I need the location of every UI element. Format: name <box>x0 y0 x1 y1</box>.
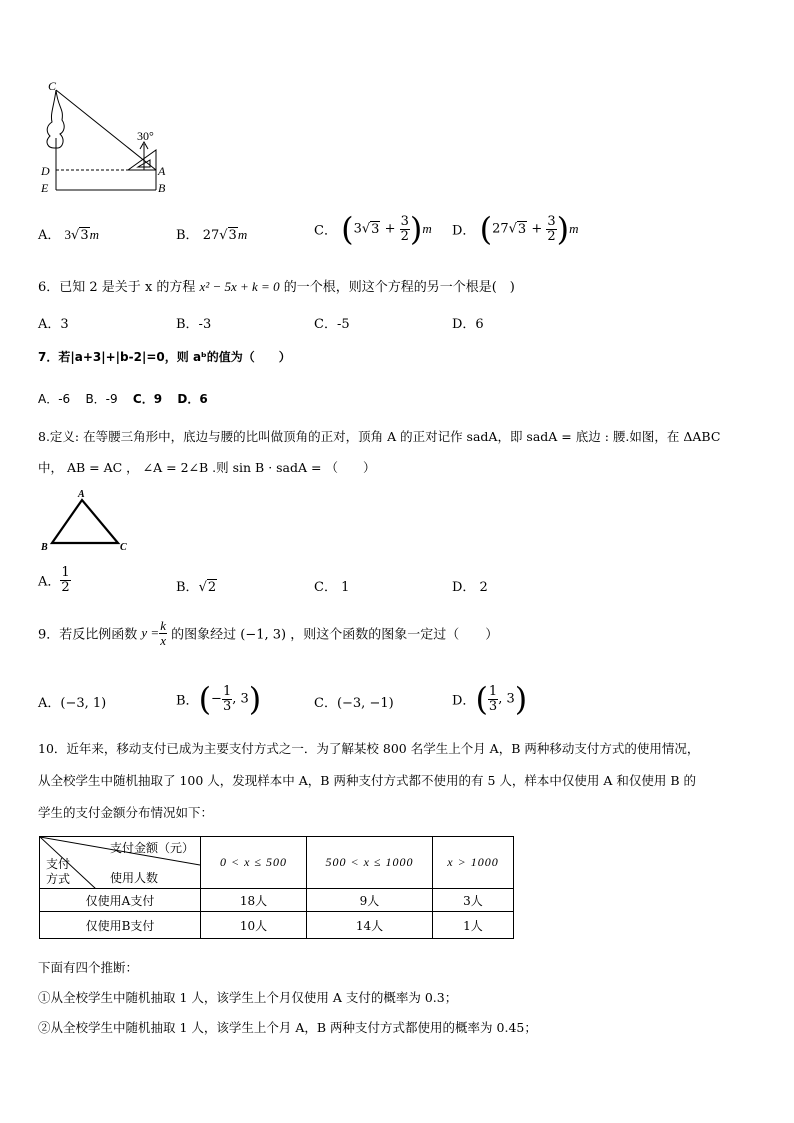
q9-option-a[interactable]: A．(−3, 1) <box>38 696 107 711</box>
sqrt-symbol: √ <box>219 228 228 243</box>
q10-stem-line1: 10．近年来，移动支付已成为主要支付方式之一．为了解某校 800 名学生上个月 A，B 两种移动支付方式的使用情况， <box>38 741 700 756</box>
q5-option-b[interactable] <box>176 224 247 243</box>
q8-option-a[interactable]: A． $\frac{1}{2}$ <box>38 565 70 595</box>
frac-num: 1 <box>61 565 70 580</box>
table-row <box>40 912 514 939</box>
cell: 14人 <box>307 912 433 939</box>
corner-cell: 支付金额（元） 使用人数 支付 方式 <box>40 837 201 889</box>
q7-option-d[interactable]: D．6 <box>177 392 208 406</box>
cell: 10人 <box>201 912 307 939</box>
q8-option-d[interactable]: D． 2 <box>452 580 488 595</box>
q6-option-b[interactable]: B．-3 <box>176 317 212 332</box>
label-c: C <box>120 542 127 553</box>
table-row <box>40 889 514 912</box>
q7-options <box>38 390 208 407</box>
option-letter: D． <box>452 223 476 239</box>
q7-option-a[interactable]: A．-6 <box>38 392 71 406</box>
q5-option-c[interactable]: C． (3√3 + $\frac{3}{2}$ )m <box>314 210 432 248</box>
q10-stem-line2: 从全校学生中随机抽取了 100 人，发现样本中 A，B 两种支付方式都不使用的有 5 人，样本中仅使用 A 和仅使用 B 的 <box>38 773 696 788</box>
q9-stem: 9．若反比例函数 y = $\frac{k}{x}$ 的图象经过 (−1, 3) ，则这个函数的图象一定过（ ） <box>38 618 499 648</box>
radicand: 3 <box>228 228 237 243</box>
cell: 9人 <box>307 889 433 912</box>
header-range-1: 0 < x ≤ 500 <box>201 837 307 889</box>
coef: 27 <box>492 221 509 237</box>
label-a: A <box>158 164 166 178</box>
inference-1: ①从全校学生中随机抽取 1 人，该学生上个月仅使用 A 支付的概率为 0.3； <box>38 990 458 1005</box>
unit: m <box>237 227 248 242</box>
q9-option-d[interactable]: D．( $\frac{1}{3}$ , 3) <box>452 680 528 718</box>
q5-option-a[interactable] <box>38 224 99 243</box>
q6-stem: 6．已知 2 是关于 x 的方程 x² − 5x + k = 0 的一个根，则这个方程的另一个根是( ) <box>38 279 515 295</box>
q8-option-c[interactable]: C． 1 <box>314 580 350 595</box>
q7-stem: 7．若|a+3|+|b-2|=0，则 aᵇ的值为（ ） <box>38 350 291 364</box>
option-letter: A． <box>38 228 61 243</box>
radicand: 3 <box>517 221 527 237</box>
q6-option-a[interactable]: A．3 <box>38 317 69 332</box>
q6-option-d[interactable]: D．6 <box>452 317 484 332</box>
unit: m <box>569 221 579 236</box>
q7-option-c[interactable]: C．9 <box>132 392 163 406</box>
q9-option-b[interactable]: B．(− $\frac{1}{3}$ , 3) <box>176 680 262 718</box>
unit: m <box>422 221 432 236</box>
q8-stem-line1: 8.定义: 在等腰三角形中，底边与腰的比叫做顶角的正对，顶角 A 的正对记作 sadA，即 sadA = 底边 : 腰.如图，在 ΔABC <box>38 429 721 444</box>
radicand: 2 <box>207 580 217 595</box>
label-e: E <box>41 181 49 195</box>
angle-label: 30° <box>137 129 154 143</box>
tree-figure <box>36 78 176 196</box>
row-label: 仅使用B支付 <box>40 912 201 939</box>
row-label: 仅使用A支付 <box>40 889 201 912</box>
coef: 3 <box>353 221 362 237</box>
radicand: 3 <box>80 228 89 243</box>
radicand: 3 <box>371 221 380 237</box>
sqrt-symbol: √ <box>71 228 80 243</box>
cell: 18人 <box>201 889 307 912</box>
label-b: B <box>158 181 166 195</box>
option-letter: B． <box>176 228 199 243</box>
cell: 3人 <box>433 889 514 912</box>
label-b: B <box>41 542 48 553</box>
coef: 27 <box>202 228 220 243</box>
frac-num: 3 <box>547 213 556 229</box>
q8-stem-line2: 中， AB = AC ， ∠A = 2∠B .则 sin B · sadA = （ ） <box>38 460 376 475</box>
label-a: A <box>78 489 85 500</box>
coef: 3 <box>64 227 72 242</box>
q7-option-b[interactable]: B．-9 <box>85 392 118 406</box>
inference-title: 下面有四个推断： <box>38 960 139 975</box>
label-d: D <box>41 164 50 178</box>
q8-option-b[interactable]: B．√2 <box>176 580 217 595</box>
payment-table <box>39 836 514 939</box>
cell: 1人 <box>433 912 514 939</box>
equation: x² − 5x + k = 0 <box>199 279 280 294</box>
q10-stem-line3: 学生的支付金额分布情况如下： <box>38 805 214 820</box>
header-range-3: x > 1000 <box>433 837 514 889</box>
label-c: C <box>48 79 57 93</box>
inference-2: ②从全校学生中随机抽取 1 人，该学生上个月 A，B 两种支付方式都使用的概率为 0.45； <box>38 1020 537 1035</box>
option-letter: C． <box>314 223 337 239</box>
frac-den: 2 <box>400 228 409 244</box>
frac-den: 2 <box>61 579 70 595</box>
triangle-abc-figure <box>38 488 138 556</box>
q9-option-c[interactable]: C．(−3, −1) <box>314 696 394 711</box>
q6-option-c[interactable]: C．-5 <box>314 317 350 332</box>
frac-num: 3 <box>400 213 409 229</box>
header-range-2: 500 < x ≤ 1000 <box>307 837 433 889</box>
q5-option-d[interactable]: D． (27√3 + $\frac{3}{2}$ )m <box>452 210 579 248</box>
unit: m <box>89 227 99 242</box>
frac-den: 2 <box>547 228 556 244</box>
